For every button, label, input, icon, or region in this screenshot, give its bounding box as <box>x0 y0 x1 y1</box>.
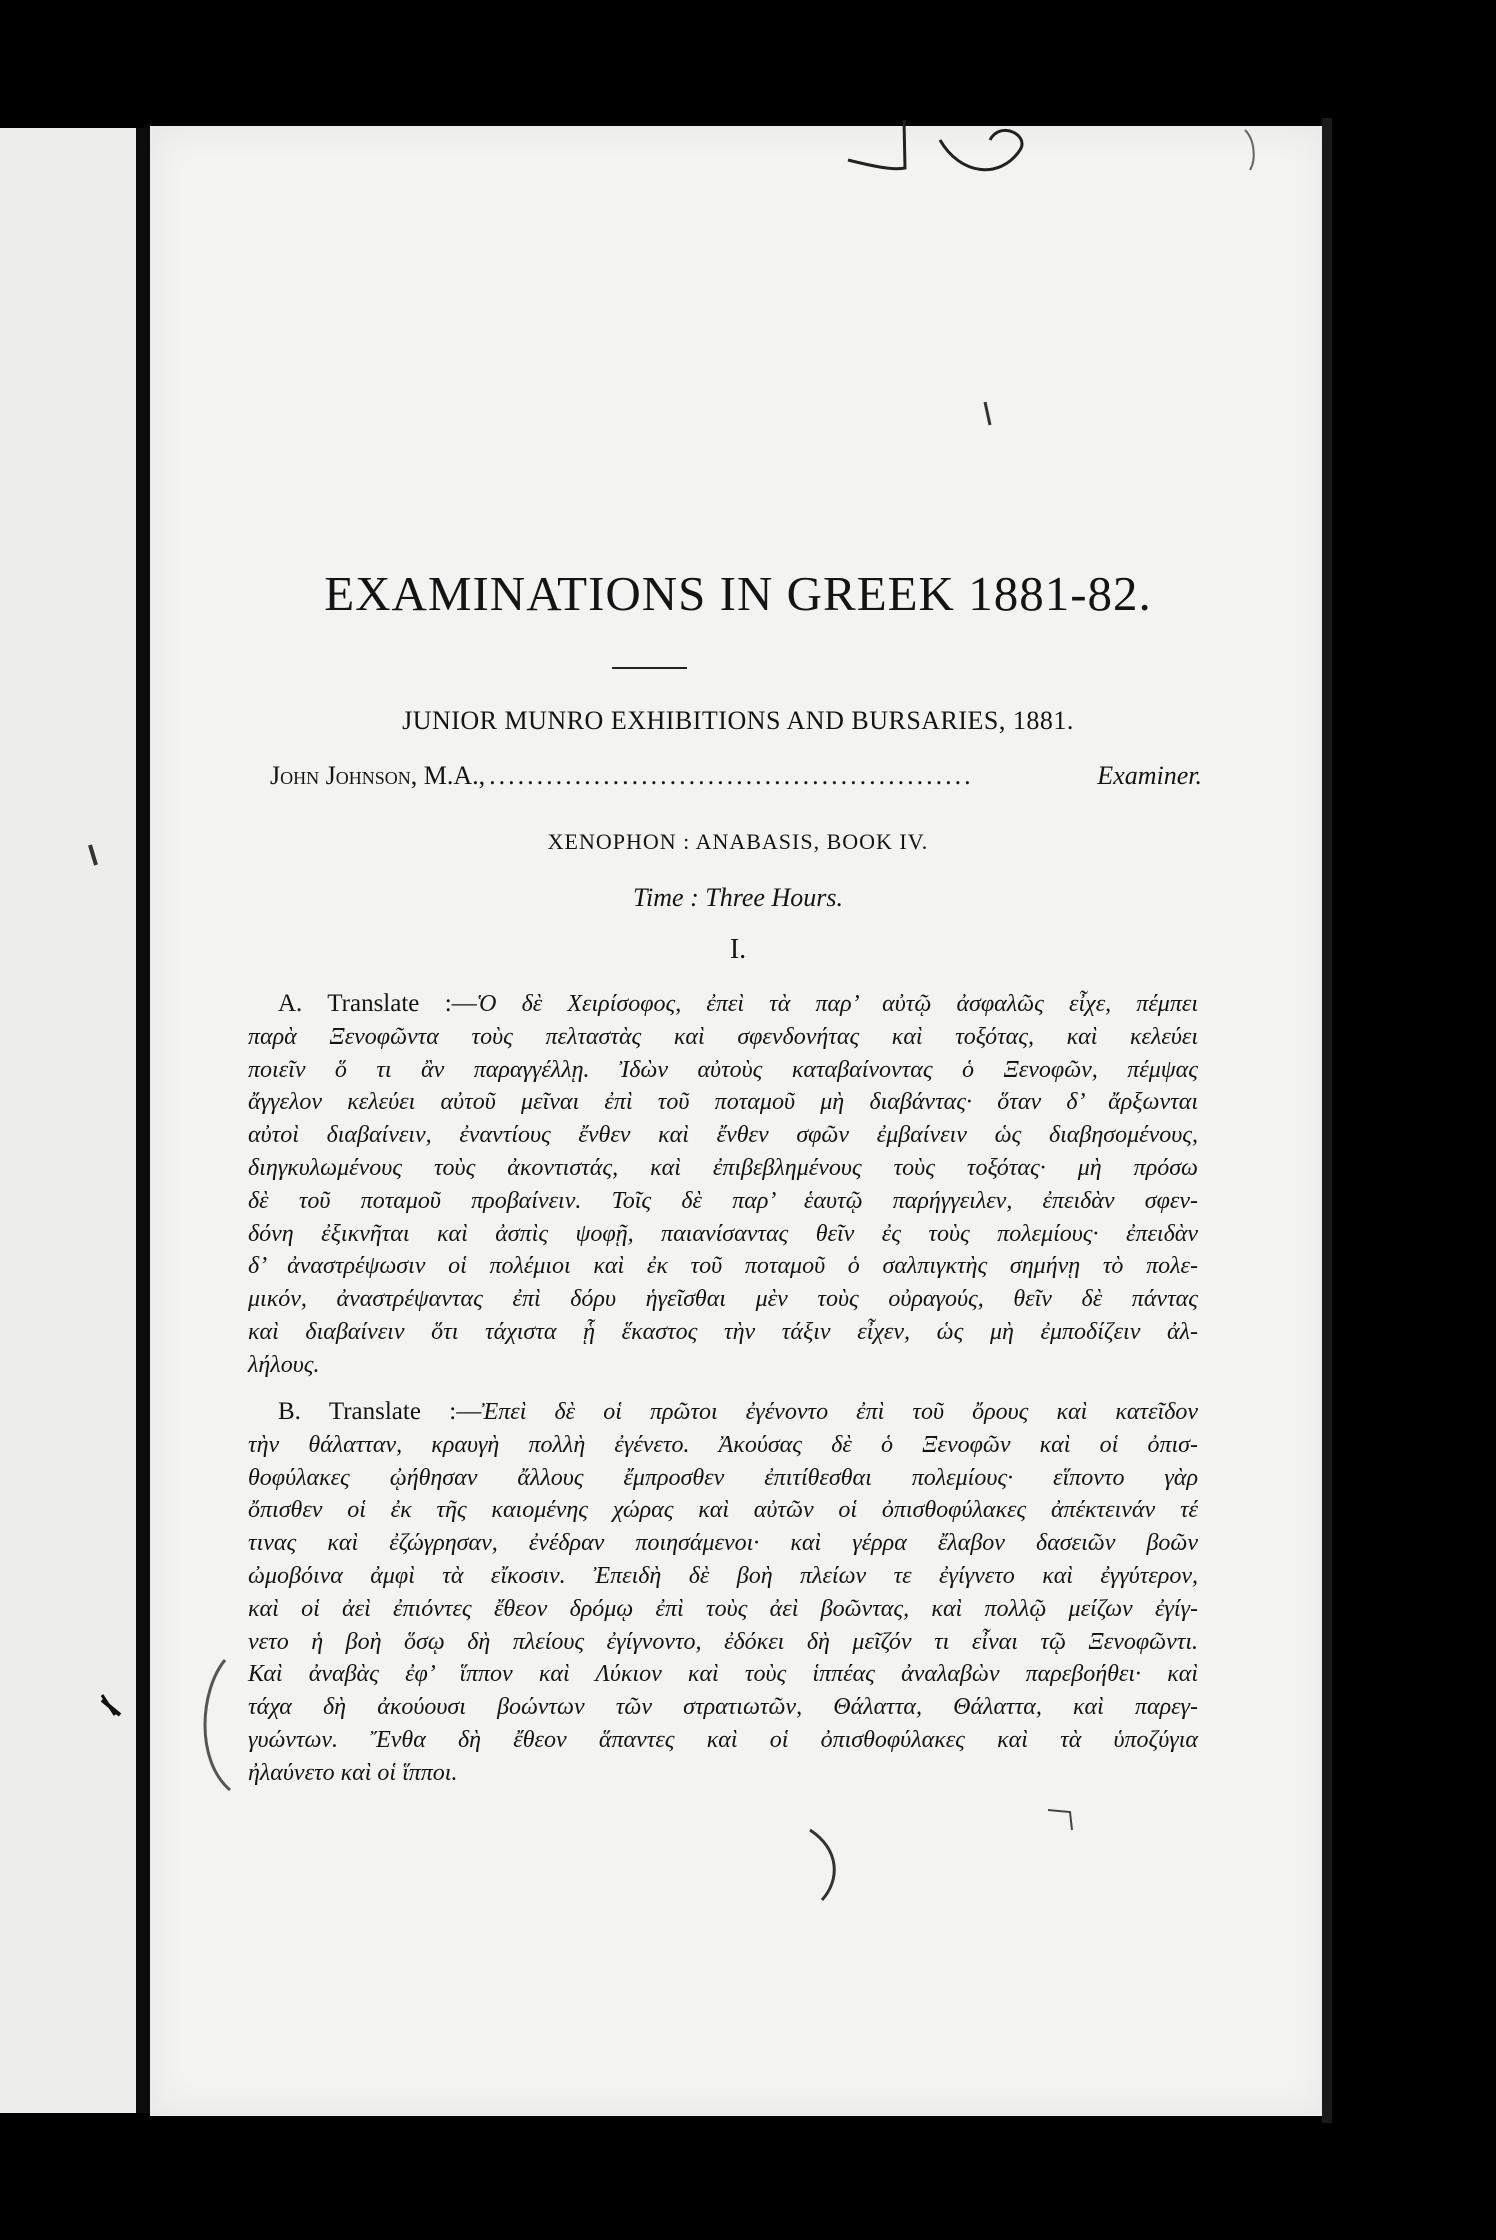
passage-line: ἄγγελον κελεύει αὐτοῦ μεῖναι ἐπὶ τοῦ ποταμοῦ μὴ διαβάντας· ὅταν δ’ ἄρξωνται <box>248 1089 1198 1116</box>
passage-b-label: B. Translate :— <box>278 1398 482 1425</box>
book-heading: XENOPHON : ANABASIS, BOOK IV. <box>547 829 929 854</box>
passage-a-label: A. Translate :— <box>278 990 477 1017</box>
examiner-role: Examiner. <box>1097 761 1202 790</box>
passage-line: καὶ διαβαίνειν ὅτι τάχιστα ᾗ ἕκαστος τὴν τάξιν εἶχεν, ὡς μὴ ἐμποδίζειν ἀλ- <box>248 1318 1198 1345</box>
passage-b <box>248 1396 1198 1790</box>
passage-line: καὶ οἱ ἀεὶ ἐπιόντες ἔθεον δρόμῳ ἐπὶ τοὺς ἀεὶ βοῶντας, καὶ πολλῷ μείζων ἐγίγ- <box>248 1595 1198 1622</box>
previous-page-edge <box>0 128 138 2113</box>
dot-leader: ................................................... <box>489 761 974 790</box>
page-title: EXAMINATIONS IN GREEK 1881-82. <box>324 566 1152 621</box>
passage-line <box>248 1396 1198 1429</box>
passage-line: τὴν θάλατταν, κραυγὴ πολλὴ ἐγένετο. Ἀκούσας δὲ ὁ Ξενοφῶν καὶ οἱ ὀπισ- <box>248 1431 1198 1458</box>
time-allowed: Time : Three Hours. <box>633 883 843 912</box>
passage-line: δ’ ἀναστρέψωσιν οἱ πολέμιοι καὶ ἐκ τοῦ ποταμοῦ ὁ σαλπιγκτὴς σημήνῃ τὸ πολε- <box>248 1253 1198 1280</box>
passage-text: Ἐπεὶ δὲ οἱ πρῶτοι ἐγένοντο ἐπὶ τοῦ ὄρους καὶ κατεῖδον <box>481 1399 1199 1425</box>
page-right-edge <box>1322 118 1332 2123</box>
exam-subtitle: JUNIOR MUNRO EXHIBITIONS AND BURSARIES, 1881. <box>402 706 1074 735</box>
passage-line: ἠλαύνετο καὶ οἱ ἵπποι. <box>248 1759 458 1786</box>
passage-line: μικόν, ἀναστρέψαντας ἐπὶ δόρυ ἡγεῖσθαι μὲν τοὺς οὐραγούς, θεῖν δὲ πάντας <box>248 1286 1198 1313</box>
passage-a <box>248 988 1198 1382</box>
passage-line: ὠμοβόινα ἀμφὶ τὰ εἴκοσιν. Ἐπειδὴ δὲ βοὴ πλείων τε ἐγίγνετο καὶ ἐγγύτερον, <box>248 1562 1198 1589</box>
passage-line: τινας καὶ ἐζώγρησαν, ἐνέδραν ποιησάμενοι· καὶ γέρρα ἔλαβον δασειῶν βοῶν <box>248 1530 1198 1557</box>
examiner-line <box>270 761 1202 791</box>
passage-line: θοφύλακες ᾠήθησαν ἄλλους ἔμπροσθεν ἐπιτίθεσθαι πολεμίους· εἵποντο γὰρ <box>248 1464 1198 1491</box>
section-number: I. <box>729 934 747 965</box>
passage-line: Καὶ ἀναβὰς ἐφ’ ἵππον καὶ Λύκιον καὶ τοὺς ἱππέας ἀναλαβὼν παρεβοήθει· καὶ <box>248 1661 1198 1688</box>
passage-line: λήλους. <box>248 1351 320 1378</box>
passage-line: δὲ τοῦ ποταμοῦ προβαίνειν. Τοῖς δὲ παρ’ ἑαυτῷ παρήγγειλεν, ἐπειδὰν σφεν- <box>248 1187 1198 1214</box>
document-page <box>150 126 1326 2116</box>
passage-line <box>248 988 1198 1021</box>
passage-line: διηγκυλωμένους τοὺς ἀκοντιστάς, καὶ ἐπιβεβλημένους τοὺς τοξότας· μὴ πρόσω <box>248 1154 1198 1181</box>
passage-line: ὄπισθεν οἱ ἐκ τῆς καιομένης χώρας καὶ αὐτῶν οἱ ὀπισθοφύλακες ἀπέκτεινάν τέ <box>248 1497 1198 1524</box>
passage-line: δόνη ἐξικνῆται καὶ ἀσπὶς ψοφῇ, παιανίσαντας θεῖν ἐς τοὺς πολεμίους· ἐπειδὰν <box>248 1220 1198 1247</box>
passage-line: γυώντων. Ἔνθα δὴ ἔθεον ἅπαντες καὶ οἱ ὀπισθοφύλακες καὶ τὰ ὑποζύγια <box>248 1726 1198 1753</box>
title-divider <box>612 667 687 669</box>
passage-line: νετο ἡ βοὴ ὅσῳ δὴ πλείους ἐγίγνοντο, ἐδόκει δὴ μεῖζόν τι εἶναι τῷ Ξενοφῶντι. <box>248 1628 1198 1655</box>
passage-text: Ὁ δὲ Χειρίσοφος, ἐπεὶ τὰ παρ’ αὐτῷ ἀσφαλῶς εἶχε, πέμπει <box>476 991 1198 1017</box>
examiner-name: John Johnson, M.A., <box>270 761 486 790</box>
passage-line: ποιεῖν ὅ τι ἂν παραγγέλλῃ. Ἰδὼν αὐτοὺς καταβαίνοντας ὁ Ξενοφῶν, πέμψας <box>248 1056 1198 1083</box>
passage-line: παρὰ Ξενοφῶντα τοὺς πελταστὰς καὶ σφενδονήτας καὶ τοξότας, καὶ κελεύει <box>248 1023 1198 1050</box>
passage-line: τάχα δὴ ἀκούουσι βοώντων τῶν στρατιωτῶν, Θάλαττα, Θάλαττα, καὶ παρεγ- <box>248 1694 1198 1721</box>
binding-shadow <box>136 128 150 2113</box>
passage-line: αὐτοὶ διαβαίνειν, ἐναντίους ἔνθεν καὶ ἔνθεν σφῶν ἐμβαίνειν ὡς διαβησομένους, <box>248 1122 1198 1149</box>
